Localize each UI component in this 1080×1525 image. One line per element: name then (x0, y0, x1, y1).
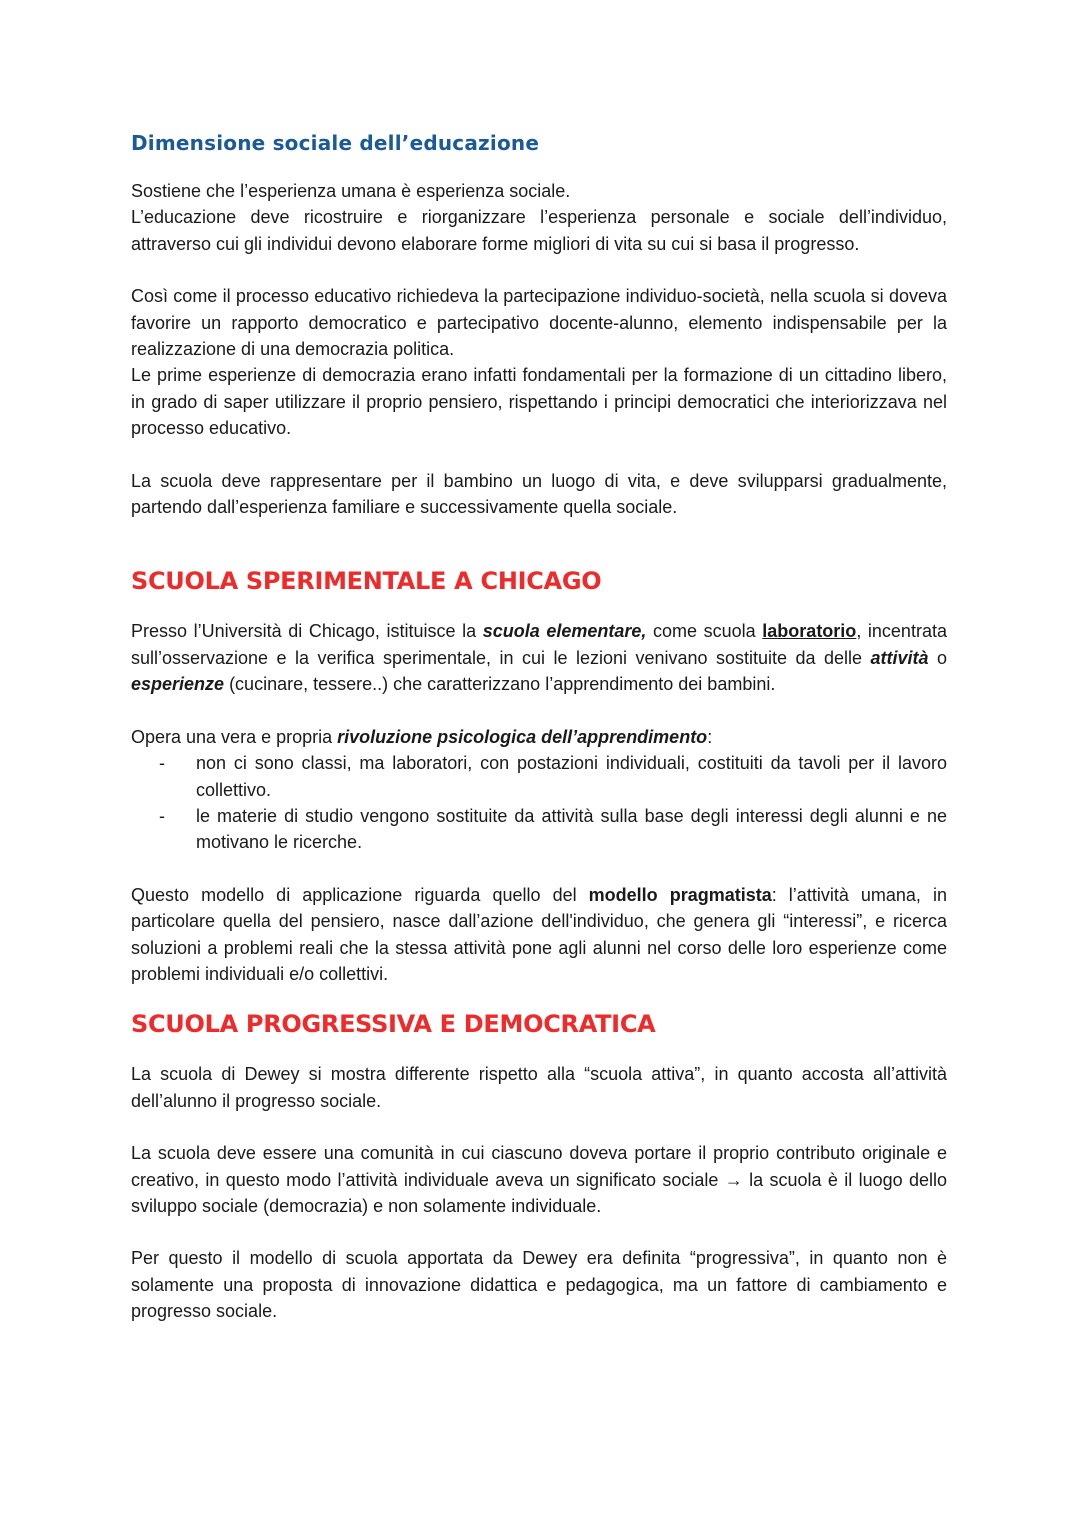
text-run: : (707, 726, 713, 747)
emphasis-laboratorio: laboratorio (762, 621, 857, 642)
paragraph-processo-educativo (131, 283, 947, 441)
list-item (131, 750, 947, 803)
paragraph-progressiva: Per questo il modello di scuola apportata da Dewey era definita “progressiva”, in quanto non è solamente una proposta di innovazione didattica e pedagogica, ma un fattore di cambiamento e progresso sociale. (131, 1248, 947, 1322)
paragraph-modello-pragmatista (131, 882, 947, 988)
text-line: Le prime esperienze di democrazia erano infatti fondamentali per la formazione di un cittadino libero, in grado di saper utilizzare il proprio pensiero, rispettando i principi democratici che interiorizzava nel processo educativo. (131, 365, 947, 439)
text-line: Così come il processo educativo richiedeva la partecipazione individuo-società, nella scuola si doveva favorire un rapporto democratico e partecipativo docente-alunno, elemento indispensabile per la realizzazione di una democrazia politica. (131, 286, 947, 360)
text-run: come scuola (646, 621, 763, 642)
list-item-text: non ci sono classi, ma laboratori, con postazioni individuali, costituiti da tavoli per il lavoro collettivo. (196, 753, 947, 800)
emphasis-modello-pragmatista: modello pragmatista (588, 884, 772, 905)
text-run: Opera una vera e propria (131, 726, 338, 747)
paragraph-rivoluzione-psicologica (131, 724, 947, 750)
paragraph-esperienza-sociale (131, 178, 947, 257)
emphasis-scuola-elementare: scuola elementare, (482, 621, 647, 642)
paragraph-luogo-di-vita: La scuola deve rappresentare per il bambino un luogo di vita, e deve svilupparsi gradualmente, partendo dall’esperienza familiare e successivamente quella sociale. (131, 470, 947, 518)
document-page (131, 128, 947, 1325)
emphasis-rivoluzione: rivoluzione psicologica dell’apprendimento (337, 726, 708, 747)
paragraph-universita-chicago (131, 618, 947, 697)
paragraph-comunita: La scuola deve essere una comunità in cui ciascuno doveva portare il proprio contributo originale e creativo, in questo modo l’attività individuale aveva un significato sociale → la scuola è il luogo dello sviluppo sociale (democrazia) e non solamente individuale. (131, 1143, 947, 1216)
text-line: L’educazione deve ricostruire e riorganizzare l’esperienza personale e sociale dell’individuo, attraverso cui gli individui devono elaborare forme migliori di vita su cui si basa il progresso. (131, 207, 947, 254)
section-title-scuola-progressiva: SCUOLA PROGRESSIVA E DEMOCRATICA (131, 1010, 656, 1039)
section-title-scuola-sperimentale: SCUOLA SPERIMENTALE A CHICAGO (131, 567, 602, 596)
emphasis-esperienze: esperienze (131, 674, 225, 695)
emphasis-attivita: attività (870, 647, 929, 668)
text-run: Presso l’Università di Chicago, istituisce la (131, 621, 483, 642)
text-run: o (928, 647, 947, 668)
text-run: , incentrata sull’osservazione e la verifica sperimentale, in cui le lezioni venivano sostituite da delle (131, 621, 947, 668)
paragraph-scuola-dewey: La scuola di Dewey si mostra differente rispetto alla “scuola attiva”, in quanto accosta all’attività dell’alunno il progresso sociale. (131, 1064, 947, 1111)
dash-marker: - (159, 753, 165, 774)
list-item-text: le materie di studio vengono sostituite da attività sulla base degli interessi degli alunni e ne motivano le ricerche. (196, 805, 947, 853)
section-title-dimensione-sociale: Dimensione sociale dell’educazione (131, 131, 540, 155)
dash-list (131, 750, 947, 856)
text-line: Sostiene che l’esperienza umana è esperienza sociale. (131, 181, 571, 201)
text-run: (cucinare, tessere..) che caratterizzano l’apprendimento dei bambini. (224, 674, 776, 695)
text-run: Questo modello di applicazione riguarda quello del (131, 884, 589, 905)
dash-marker: - (159, 805, 165, 826)
list-item (131, 803, 947, 856)
text-run: : l’attività umana, in particolare quella del pensiero, nasce dall’azione dell'individuo, che genera gli “interessi”, e ricerca soluzioni a problemi reali che la stessa attività pone agli alunni nel corso delle loro esperienze come problemi individuali e/o collettivi. (131, 884, 947, 984)
